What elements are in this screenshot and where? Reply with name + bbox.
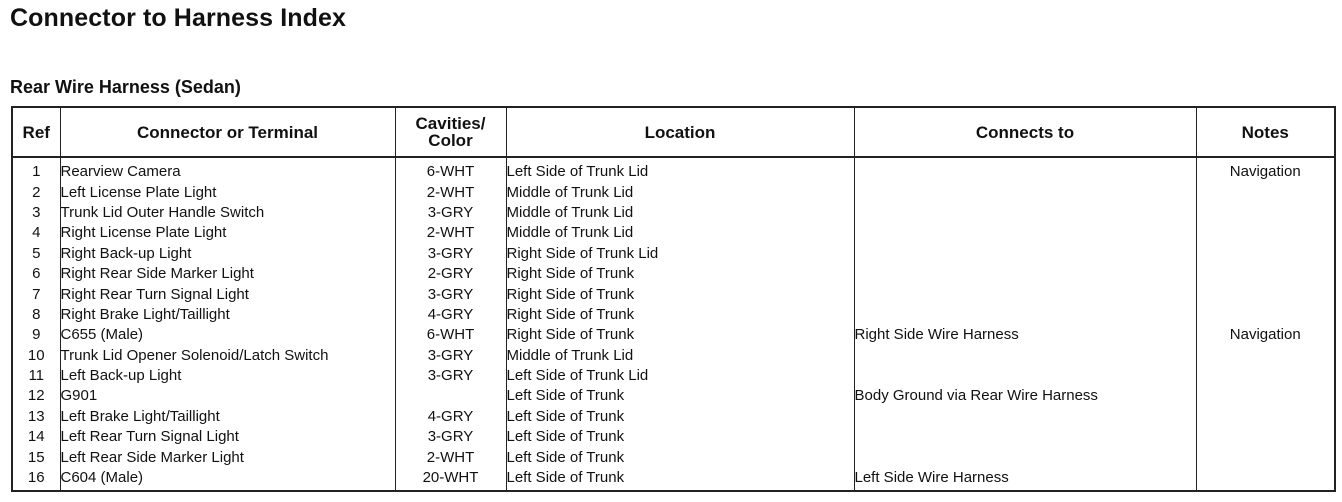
cell-connects-to: [854, 223, 1196, 243]
cell-notes: [1196, 284, 1335, 304]
cell-connects-to: [854, 366, 1196, 386]
cell-connector: Right Rear Turn Signal Light: [60, 284, 395, 304]
cell-ref: 5: [12, 244, 60, 264]
table-row: [12, 223, 1335, 243]
cell-notes: [1196, 264, 1335, 284]
table-row: [12, 305, 1335, 325]
cell-cavities: 4-GRY: [395, 305, 506, 325]
cell-ref: 3: [12, 203, 60, 223]
header-cavities-line2: Color: [428, 131, 473, 150]
cell-cavities: 20-WHT: [395, 468, 506, 491]
cell-connector: G901: [60, 386, 395, 406]
cell-location: Left Side of Trunk: [506, 407, 854, 427]
cell-location: Left Side of Trunk Lid: [506, 157, 854, 182]
cell-location: Right Side of Trunk: [506, 264, 854, 284]
cell-cavities: 2-WHT: [395, 223, 506, 243]
table-row: [12, 244, 1335, 264]
cell-connector: Left License Plate Light: [60, 182, 395, 202]
cell-location: Left Side of Trunk: [506, 386, 854, 406]
cell-connects-to: Right Side Wire Harness: [854, 325, 1196, 345]
cell-notes: [1196, 447, 1335, 467]
connector-index-table: [11, 106, 1336, 492]
cell-connects-to: [854, 427, 1196, 447]
cell-cavities: [395, 386, 506, 406]
cell-location: Middle of Trunk Lid: [506, 346, 854, 366]
cell-cavities: 3-GRY: [395, 244, 506, 264]
cell-cavities: 4-GRY: [395, 407, 506, 427]
table-row: [12, 407, 1335, 427]
table-row: [12, 264, 1335, 284]
cell-notes: [1196, 244, 1335, 264]
cell-connects-to: Left Side Wire Harness: [854, 468, 1196, 491]
header-notes: Notes: [1196, 107, 1335, 157]
cell-ref: 16: [12, 468, 60, 491]
cell-connector: Right Back-up Light: [60, 244, 395, 264]
cell-notes: [1196, 407, 1335, 427]
cell-connector: Left Back-up Light: [60, 366, 395, 386]
cell-location: Right Side of Trunk: [506, 305, 854, 325]
table-row: [12, 386, 1335, 406]
header-ref: Ref: [12, 107, 60, 157]
cell-location: Right Side of Trunk: [506, 284, 854, 304]
cell-connects-to: Body Ground via Rear Wire Harness: [854, 386, 1196, 406]
cell-location: Left Side of Trunk: [506, 447, 854, 467]
cell-cavities: 2-GRY: [395, 264, 506, 284]
cell-cavities: 2-WHT: [395, 182, 506, 202]
cell-location: Right Side of Trunk Lid: [506, 244, 854, 264]
table-row: [12, 182, 1335, 202]
cell-location: Left Side of Trunk: [506, 427, 854, 447]
cell-cavities: 3-GRY: [395, 284, 506, 304]
cell-location: Middle of Trunk Lid: [506, 182, 854, 202]
cell-ref: 13: [12, 407, 60, 427]
table-row: [12, 427, 1335, 447]
cell-connector: Trunk Lid Outer Handle Switch: [60, 203, 395, 223]
cell-connects-to: [854, 407, 1196, 427]
cell-connects-to: [854, 284, 1196, 304]
cell-connects-to: [854, 157, 1196, 182]
table-row: [12, 468, 1335, 491]
cell-connector: C604 (Male): [60, 468, 395, 491]
header-cavities-line1: Cavities/: [415, 114, 486, 133]
cell-ref: 10: [12, 346, 60, 366]
cell-ref: 11: [12, 366, 60, 386]
page-title: Connector to Harness Index: [10, 4, 346, 32]
cell-connector: Left Rear Turn Signal Light: [60, 427, 395, 447]
cell-notes: [1196, 346, 1335, 366]
header-location: Location: [506, 107, 854, 157]
cell-cavities: 3-GRY: [395, 427, 506, 447]
cell-cavities: 2-WHT: [395, 447, 506, 467]
cell-location: Right Side of Trunk: [506, 325, 854, 345]
cell-cavities: 3-GRY: [395, 366, 506, 386]
cell-location: Middle of Trunk Lid: [506, 223, 854, 243]
cell-connects-to: [854, 346, 1196, 366]
cell-notes: [1196, 203, 1335, 223]
cell-cavities: 6-WHT: [395, 325, 506, 345]
cell-connector: Right Rear Side Marker Light: [60, 264, 395, 284]
cell-notes: [1196, 386, 1335, 406]
header-connector: Connector or Terminal: [60, 107, 395, 157]
cell-connector: Right Brake Light/Taillight: [60, 305, 395, 325]
cell-connects-to: [854, 264, 1196, 284]
table-row: [12, 325, 1335, 345]
cell-notes: Navigation: [1196, 325, 1335, 345]
cell-cavities: 6-WHT: [395, 157, 506, 182]
cell-notes: [1196, 223, 1335, 243]
cell-ref: 7: [12, 284, 60, 304]
cell-notes: Navigation: [1196, 157, 1335, 182]
cell-ref: 1: [12, 157, 60, 182]
cell-connects-to: [854, 447, 1196, 467]
cell-ref: 15: [12, 447, 60, 467]
cell-notes: [1196, 427, 1335, 447]
cell-ref: 9: [12, 325, 60, 345]
table-header-row: [12, 107, 1335, 157]
cell-connector: Trunk Lid Opener Solenoid/Latch Switch: [60, 346, 395, 366]
cell-connector: Left Rear Side Marker Light: [60, 447, 395, 467]
cell-connector: Left Brake Light/Taillight: [60, 407, 395, 427]
cell-connects-to: [854, 244, 1196, 264]
header-connects-to: Connects to: [854, 107, 1196, 157]
cell-location: Middle of Trunk Lid: [506, 203, 854, 223]
cell-ref: 8: [12, 305, 60, 325]
cell-connector: C655 (Male): [60, 325, 395, 345]
cell-ref: 14: [12, 427, 60, 447]
cell-ref: 2: [12, 182, 60, 202]
cell-connects-to: [854, 182, 1196, 202]
cell-ref: 12: [12, 386, 60, 406]
cell-notes: [1196, 366, 1335, 386]
cell-connector: Right License Plate Light: [60, 223, 395, 243]
table-row: [12, 157, 1335, 182]
cell-connector: Rearview Camera: [60, 157, 395, 182]
cell-ref: 4: [12, 223, 60, 243]
table-row: [12, 366, 1335, 386]
table-row: [12, 346, 1335, 366]
cell-ref: 6: [12, 264, 60, 284]
cell-connects-to: [854, 305, 1196, 325]
table-row: [12, 447, 1335, 467]
cell-notes: [1196, 182, 1335, 202]
table-row: [12, 284, 1335, 304]
header-cavities: [395, 107, 506, 157]
section-title: Rear Wire Harness (Sedan): [10, 77, 241, 97]
cell-cavities: 3-GRY: [395, 346, 506, 366]
cell-notes: [1196, 305, 1335, 325]
cell-notes: [1196, 468, 1335, 491]
table-row: [12, 203, 1335, 223]
cell-cavities: 3-GRY: [395, 203, 506, 223]
cell-location: Left Side of Trunk Lid: [506, 366, 854, 386]
cell-connects-to: [854, 203, 1196, 223]
cell-location: Left Side of Trunk: [506, 468, 854, 491]
